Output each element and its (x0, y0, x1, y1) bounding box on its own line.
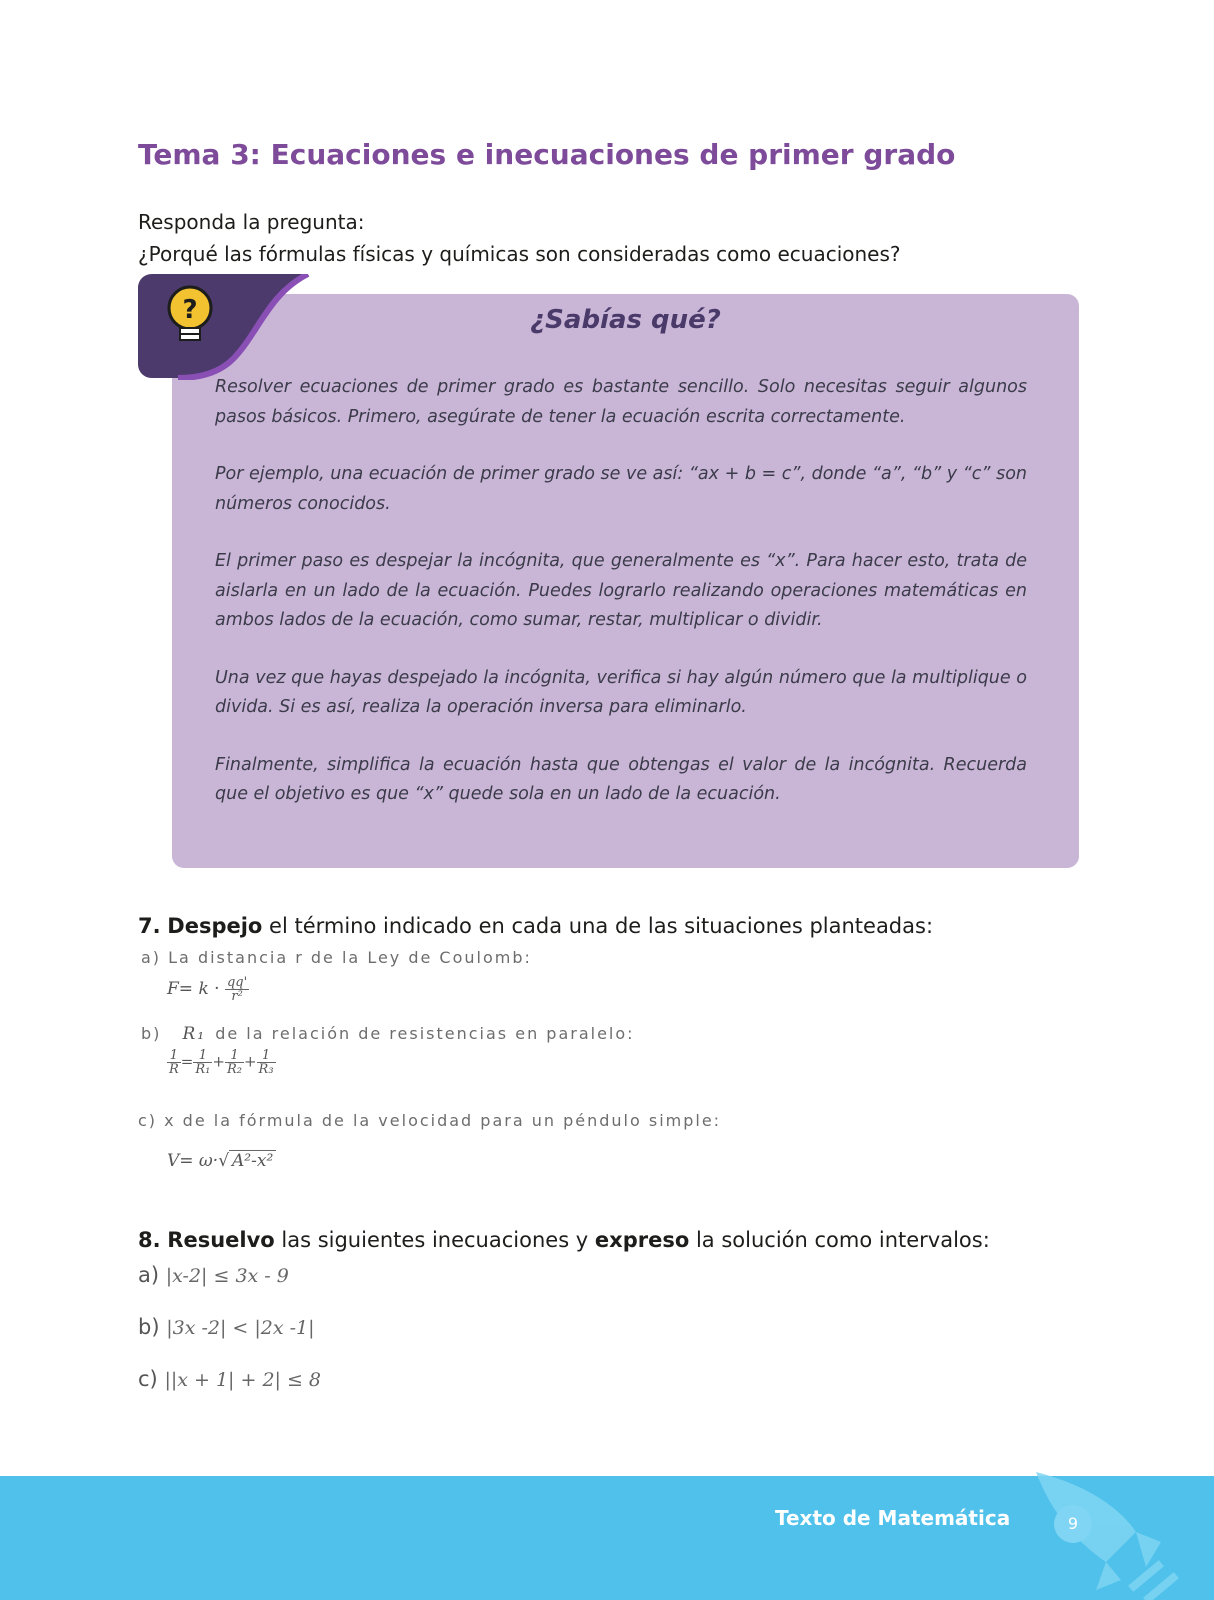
q7-a-formula (167, 976, 249, 1003)
svg-text:?: ? (182, 295, 198, 325)
q7-b-n1: 1 (193, 1049, 212, 1063)
rocket-icon (1026, 1472, 1186, 1600)
intro-line-1: Responda la pregunta: (138, 210, 365, 234)
q8-item-b (138, 1315, 315, 1339)
q8-number: 8. (138, 1228, 161, 1252)
sabias-paragraph: Resolver ecuaciones de primer grado es bastante sencillo. Solo necesitas seguir algunos pasos básicos. Primero, asegúrate de tener la ecuación escrita correctamente. (215, 377, 1027, 427)
sabias-paragraph: El primer paso es despejar la incógnita, que generalmente es “x”. Para hacer esto, trata de aislarla en un lado de la ecuación. Puedes lograrlo realizando operaciones matemáticas en ambos lados de la ecuación, como sumar, restar, multiplicar o dividir. (215, 551, 1027, 630)
q8-item-label: a) (138, 1263, 160, 1287)
q7-b-d0: R (169, 1062, 179, 1077)
page-title: Tema 3: Ecuaciones e inecuaciones de primer grado (138, 138, 956, 171)
q7-b-prefix: b) (141, 1024, 162, 1043)
q8-text-2: la solución como intervalos: (689, 1228, 990, 1252)
q7-number: 7. (138, 914, 161, 938)
sabias-paragraph: Por ejemplo, una ecuación de primer grado se ve así: “ax + b = c”, donde “a”, “b” y “c” son números conocidos. (215, 464, 1027, 514)
q7-b-n3: 1 (257, 1049, 276, 1063)
q7-b-n0: 1 (167, 1049, 181, 1063)
page-number: 9 (1054, 1505, 1092, 1543)
q8-item-expr: |x-2| ≤ 3x - 9 (165, 1265, 289, 1287)
intro-line-2: ¿Porqué las fórmulas físicas y químicas son consideradas como ecuaciones? (138, 242, 901, 266)
q7-a-num: qq' (226, 975, 248, 990)
intro (138, 206, 901, 270)
sabias-body (215, 373, 1027, 838)
q8-bold-2: expreso (594, 1228, 690, 1252)
q7-b-d1: R₁ (195, 1062, 211, 1077)
question-8 (138, 1228, 990, 1252)
q8-bold-1: Resuelvo (167, 1228, 275, 1252)
q7-b-var: R₁ (182, 1024, 207, 1044)
q7-c-formula (167, 1151, 276, 1171)
q7-a-lhs: F= k · (167, 979, 220, 999)
q8-item-label: b) (138, 1315, 160, 1339)
q8-item-label: c) (138, 1367, 158, 1391)
q7-c-lhs: V= ω·√ (167, 1151, 230, 1171)
q7-bold: Despejo (167, 914, 263, 938)
q7-b-label: de la relación de resistencias en paralelo: (215, 1024, 635, 1043)
q7-b-d2: R₂ (226, 1062, 242, 1077)
q7-a-fraction (225, 976, 249, 1003)
q7-b-n2: 1 (225, 1049, 244, 1063)
q7-c-radicand: A²-x² (229, 1150, 276, 1171)
sabias-paragraph: Finalmente, simplifica la ecuación hasta que obtengas el valor de la incógnita. Recuerda que el objetivo es que “x” quede sola en un lado de la ecuación. (215, 754, 1027, 804)
q7-b-d3: R₃ (258, 1062, 274, 1077)
q7-b-label-row (141, 1024, 635, 1044)
q7-b-formula: $\frac{1}{R}$ = $\frac{1}{\text{R₁}}$ + $\frac{1}{\text{R₂}}$ + $\frac{1}{\text{R₃}}$ (169, 1048, 274, 1077)
q8-item-expr: |3x -2| < |2x -1| (166, 1317, 315, 1339)
q8-item-a (138, 1263, 289, 1287)
question-7 (138, 914, 933, 938)
q8-item-c (138, 1367, 321, 1391)
sabias-title: ¿Sabías qué? (530, 305, 721, 335)
footer-title: Texto de Matemática (775, 1506, 1011, 1530)
q7-text: el término indicado en cada una de las situaciones planteadas: (262, 914, 934, 938)
q7-a-label: a) La distancia r de la Ley de Coulomb: (141, 948, 532, 967)
sabias-paragraph: Una vez que hayas despejado la incógnita, verifica si hay algún número que la multiplique o divida. Si es así, realiza la operación inversa para eliminarlo. (215, 667, 1027, 717)
q7-a-den: r² (231, 989, 243, 1004)
q8-text-1: las siguientes inecuaciones y (274, 1228, 595, 1252)
q7-c-label: c) x de la fórmula de la velocidad para un péndulo simple: (138, 1111, 722, 1130)
q8-item-expr: ||x + 1| + 2| ≤ 8 (164, 1369, 322, 1391)
